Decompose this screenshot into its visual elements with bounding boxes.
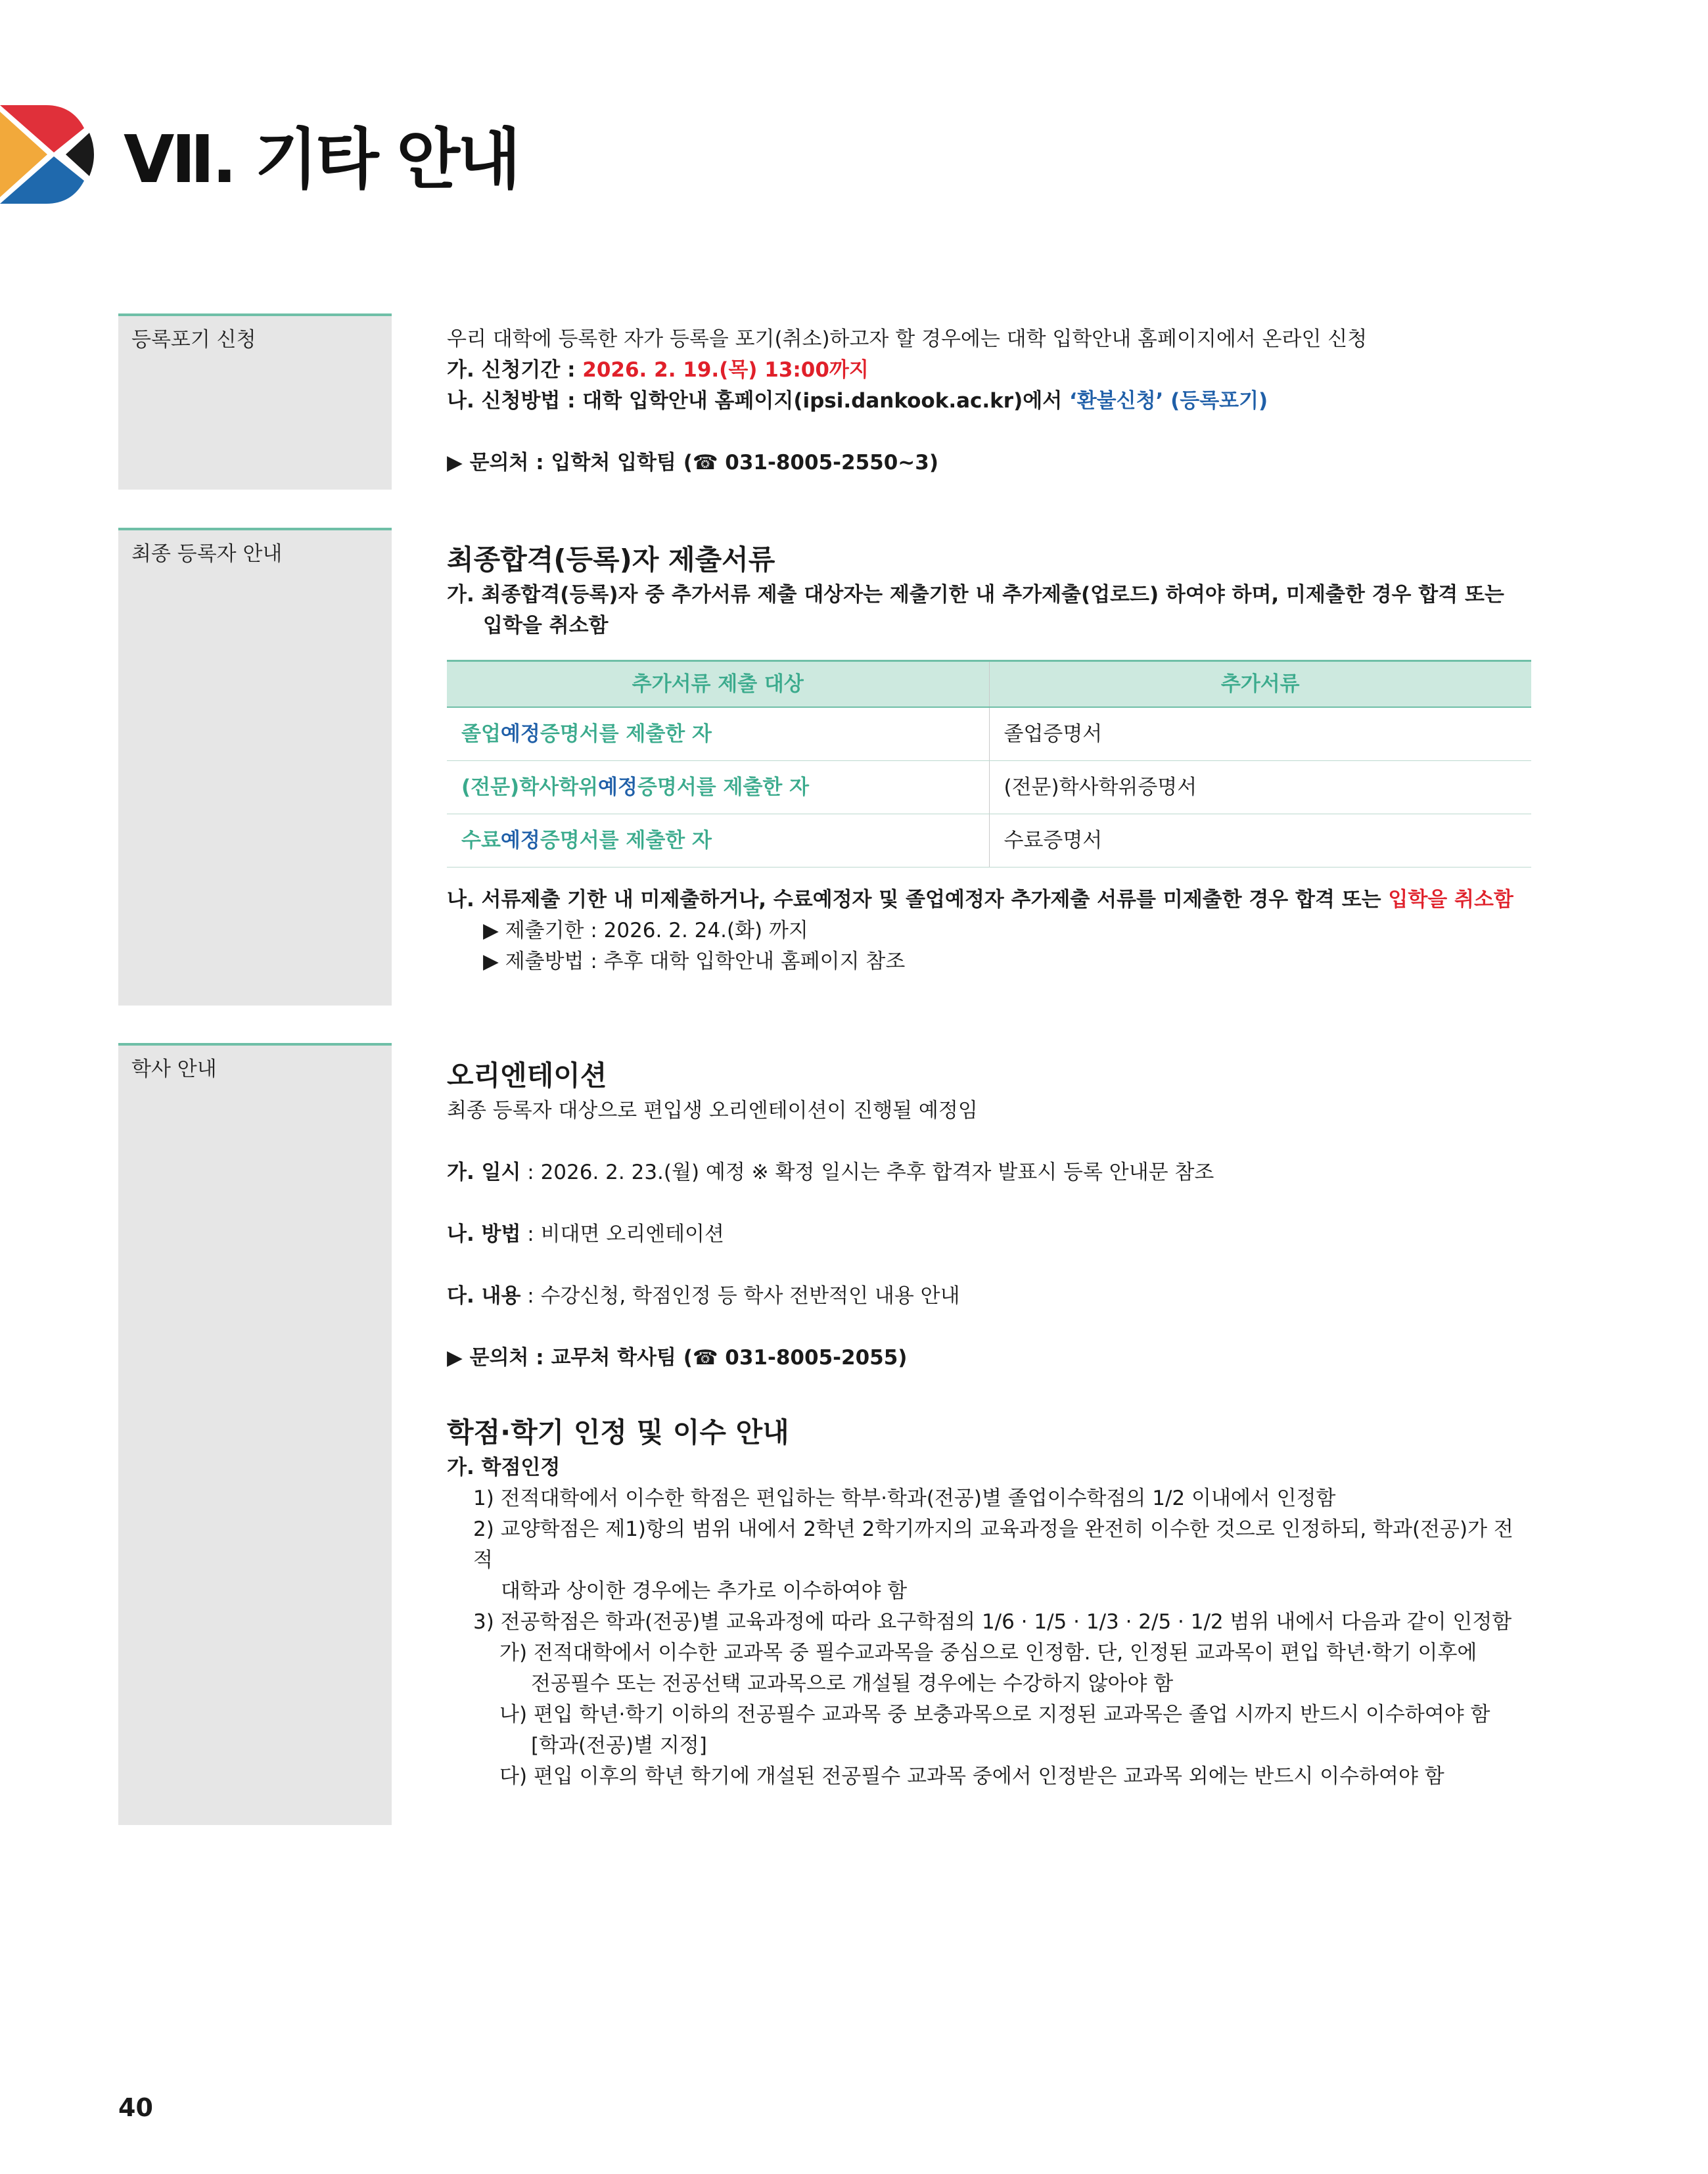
table-header: 추가서류	[989, 661, 1531, 708]
credit-sub: 가. 학점인정	[447, 1456, 561, 1479]
credit-item-3-na-cont: [학과(전공)별 지정]	[531, 1734, 707, 1757]
orientation-intro: 최종 등록자 대상으로 편입생 오리엔테이션이 진행될 예정임	[447, 1099, 978, 1122]
sidebar-label: 등록포기 신청	[131, 328, 256, 352]
page-number: 40	[118, 2093, 153, 2122]
table-cell-doc: (전문)학사학위증명서	[989, 761, 1531, 814]
withdraw-intro: 우리 대학에 등록한 자가 등록을 포기(취소)하고자 할 경우에는 대학 입학안내 홈페이지에서 온라인 신청	[447, 327, 1368, 351]
credit-item-2: 2) 교양학점은 제1)항의 범위 내에서 2학년 2학기까지의 교육과정을 완전히 이수한 것으로 인정하되, 학과(전공)가 전적	[473, 1517, 1513, 1572]
withdraw-period-value: 2026. 2. 19.(목) 13:00까지	[582, 358, 869, 382]
withdraw-contact: ▶ 문의처 : 입학처 입학팀 (☎ 031-8005-2550~3)	[447, 451, 938, 474]
table-cell-target: 졸업예정증명서를 제출한 자	[447, 707, 989, 761]
table-header-row	[447, 661, 1531, 708]
withdraw-method-value: ‘환불신청’ (등록포기)	[1069, 389, 1268, 413]
final-item-ga: 가. 최종합격(등록)자 중 추가서류 제출 대상자는 제출기한 내 추가제출(업로드) 하여야 하며, 미제출한 경우 합격 또는	[447, 583, 1504, 607]
sidebar-label: 최종 등록자 안내	[131, 542, 283, 566]
credit-item-3-da: 다) 편입 이후의 학년 학기에 개설된 전공필수 교과목 중에서 인정받은 교과목 외에는 반드시 이수하여야 함	[499, 1765, 1444, 1788]
section-label-withdraw	[118, 313, 392, 490]
orientation-heading: 오리엔테이션	[447, 1059, 607, 1092]
final-deadline: ▶ 제출기한 : 2026. 2. 24.(화) 까지	[483, 919, 808, 942]
withdraw-content	[447, 324, 1531, 478]
credit-item-2-cont: 대학과 상이한 경우에는 추가로 이수하여야 함	[501, 1579, 908, 1603]
orientation-method: 나. 방법 : 비대면 오리엔테이션	[447, 1222, 724, 1246]
section-label-academic	[118, 1043, 392, 1825]
table-cell-doc: 수료증명서	[989, 814, 1531, 867]
table-header: 추가서류 제출 대상	[447, 661, 989, 708]
withdraw-period: 가. 신청기간 : 2026. 2. 19.(목) 13:00까지	[447, 358, 869, 382]
final-item-na: 나. 서류제출 기한 내 미제출하거나, 수료예정자 및 졸업예정자 추가제출 서류를 미제출한 경우 합격 또는 입학을 취소함	[447, 888, 1513, 912]
credit-item-3-ga-cont: 전공필수 또는 전공선택 교과목으로 개설될 경우에는 수강하지 않아야 함	[531, 1672, 1174, 1696]
final-item-na-red: 입학을 취소함	[1388, 888, 1513, 912]
page-title: Ⅶ. 기타 안내	[124, 121, 519, 198]
final-method: ▶ 제출방법 : 추후 대학 입학안내 홈페이지 참조	[483, 950, 906, 973]
table-row	[447, 761, 1531, 814]
orientation-date: 가. 일시 : 2026. 2. 23.(월) 예정 ※ 확정 일시는 추후 합격자 발표시 등록 안내문 참조	[447, 1161, 1214, 1184]
logo-icon	[0, 92, 99, 217]
table-row	[447, 707, 1531, 761]
final-item-ga-cont: 입학을 취소함	[483, 614, 609, 637]
final-content	[447, 540, 1531, 977]
section-label-final	[118, 528, 392, 1006]
final-heading: 최종합격(등록)자 제출서류	[447, 544, 775, 576]
orientation-contact: ▶ 문의처 : 교무처 학사팀 (☎ 031-8005-2055)	[447, 1346, 908, 1370]
credit-item-3: 3) 전공학점은 학과(전공)별 교육과정에 따라 요구학점의 1/6 · 1/5 · 1/3 · 2/5 · 1/2 범위 내에서 다음과 같이 인정함	[473, 1610, 1512, 1634]
table-row	[447, 814, 1531, 867]
academic-content	[447, 1056, 1531, 1792]
credit-item-3-na: 나) 편입 학년·학기 이하의 전공필수 교과목 중 보충과목으로 지정된 교과목은 졸업 시까지 반드시 이수하여야 함	[499, 1703, 1490, 1726]
table-cell-target: 수료예정증명서를 제출한 자	[447, 814, 989, 867]
credit-heading: 학점·학기 인정 및 이수 안내	[447, 1416, 789, 1448]
documents-table	[447, 660, 1531, 867]
withdraw-method: 나. 신청방법 : 대학 입학안내 홈페이지(ipsi.dankook.ac.kr)에서 ‘환불신청’ (등록포기)	[447, 389, 1268, 413]
orientation-content: 다. 내용 : 수강신청, 학점인정 등 학사 전반적인 내용 안내	[447, 1284, 960, 1308]
sidebar-label: 학사 안내	[131, 1057, 217, 1081]
table-cell-target: (전문)학사학위예정증명서를 제출한 자	[447, 761, 989, 814]
credit-item-3-ga: 가) 전적대학에서 이수한 교과목 중 필수교과목을 중심으로 인정함. 단, 인정된 교과목이 편입 학년·학기 이후에	[499, 1641, 1477, 1665]
credit-item-1: 1) 전적대학에서 이수한 학점은 편입하는 학부·학과(전공)별 졸업이수학점의 1/2 이내에서 인정함	[473, 1487, 1336, 1510]
table-cell-doc: 졸업증명서	[989, 707, 1531, 761]
